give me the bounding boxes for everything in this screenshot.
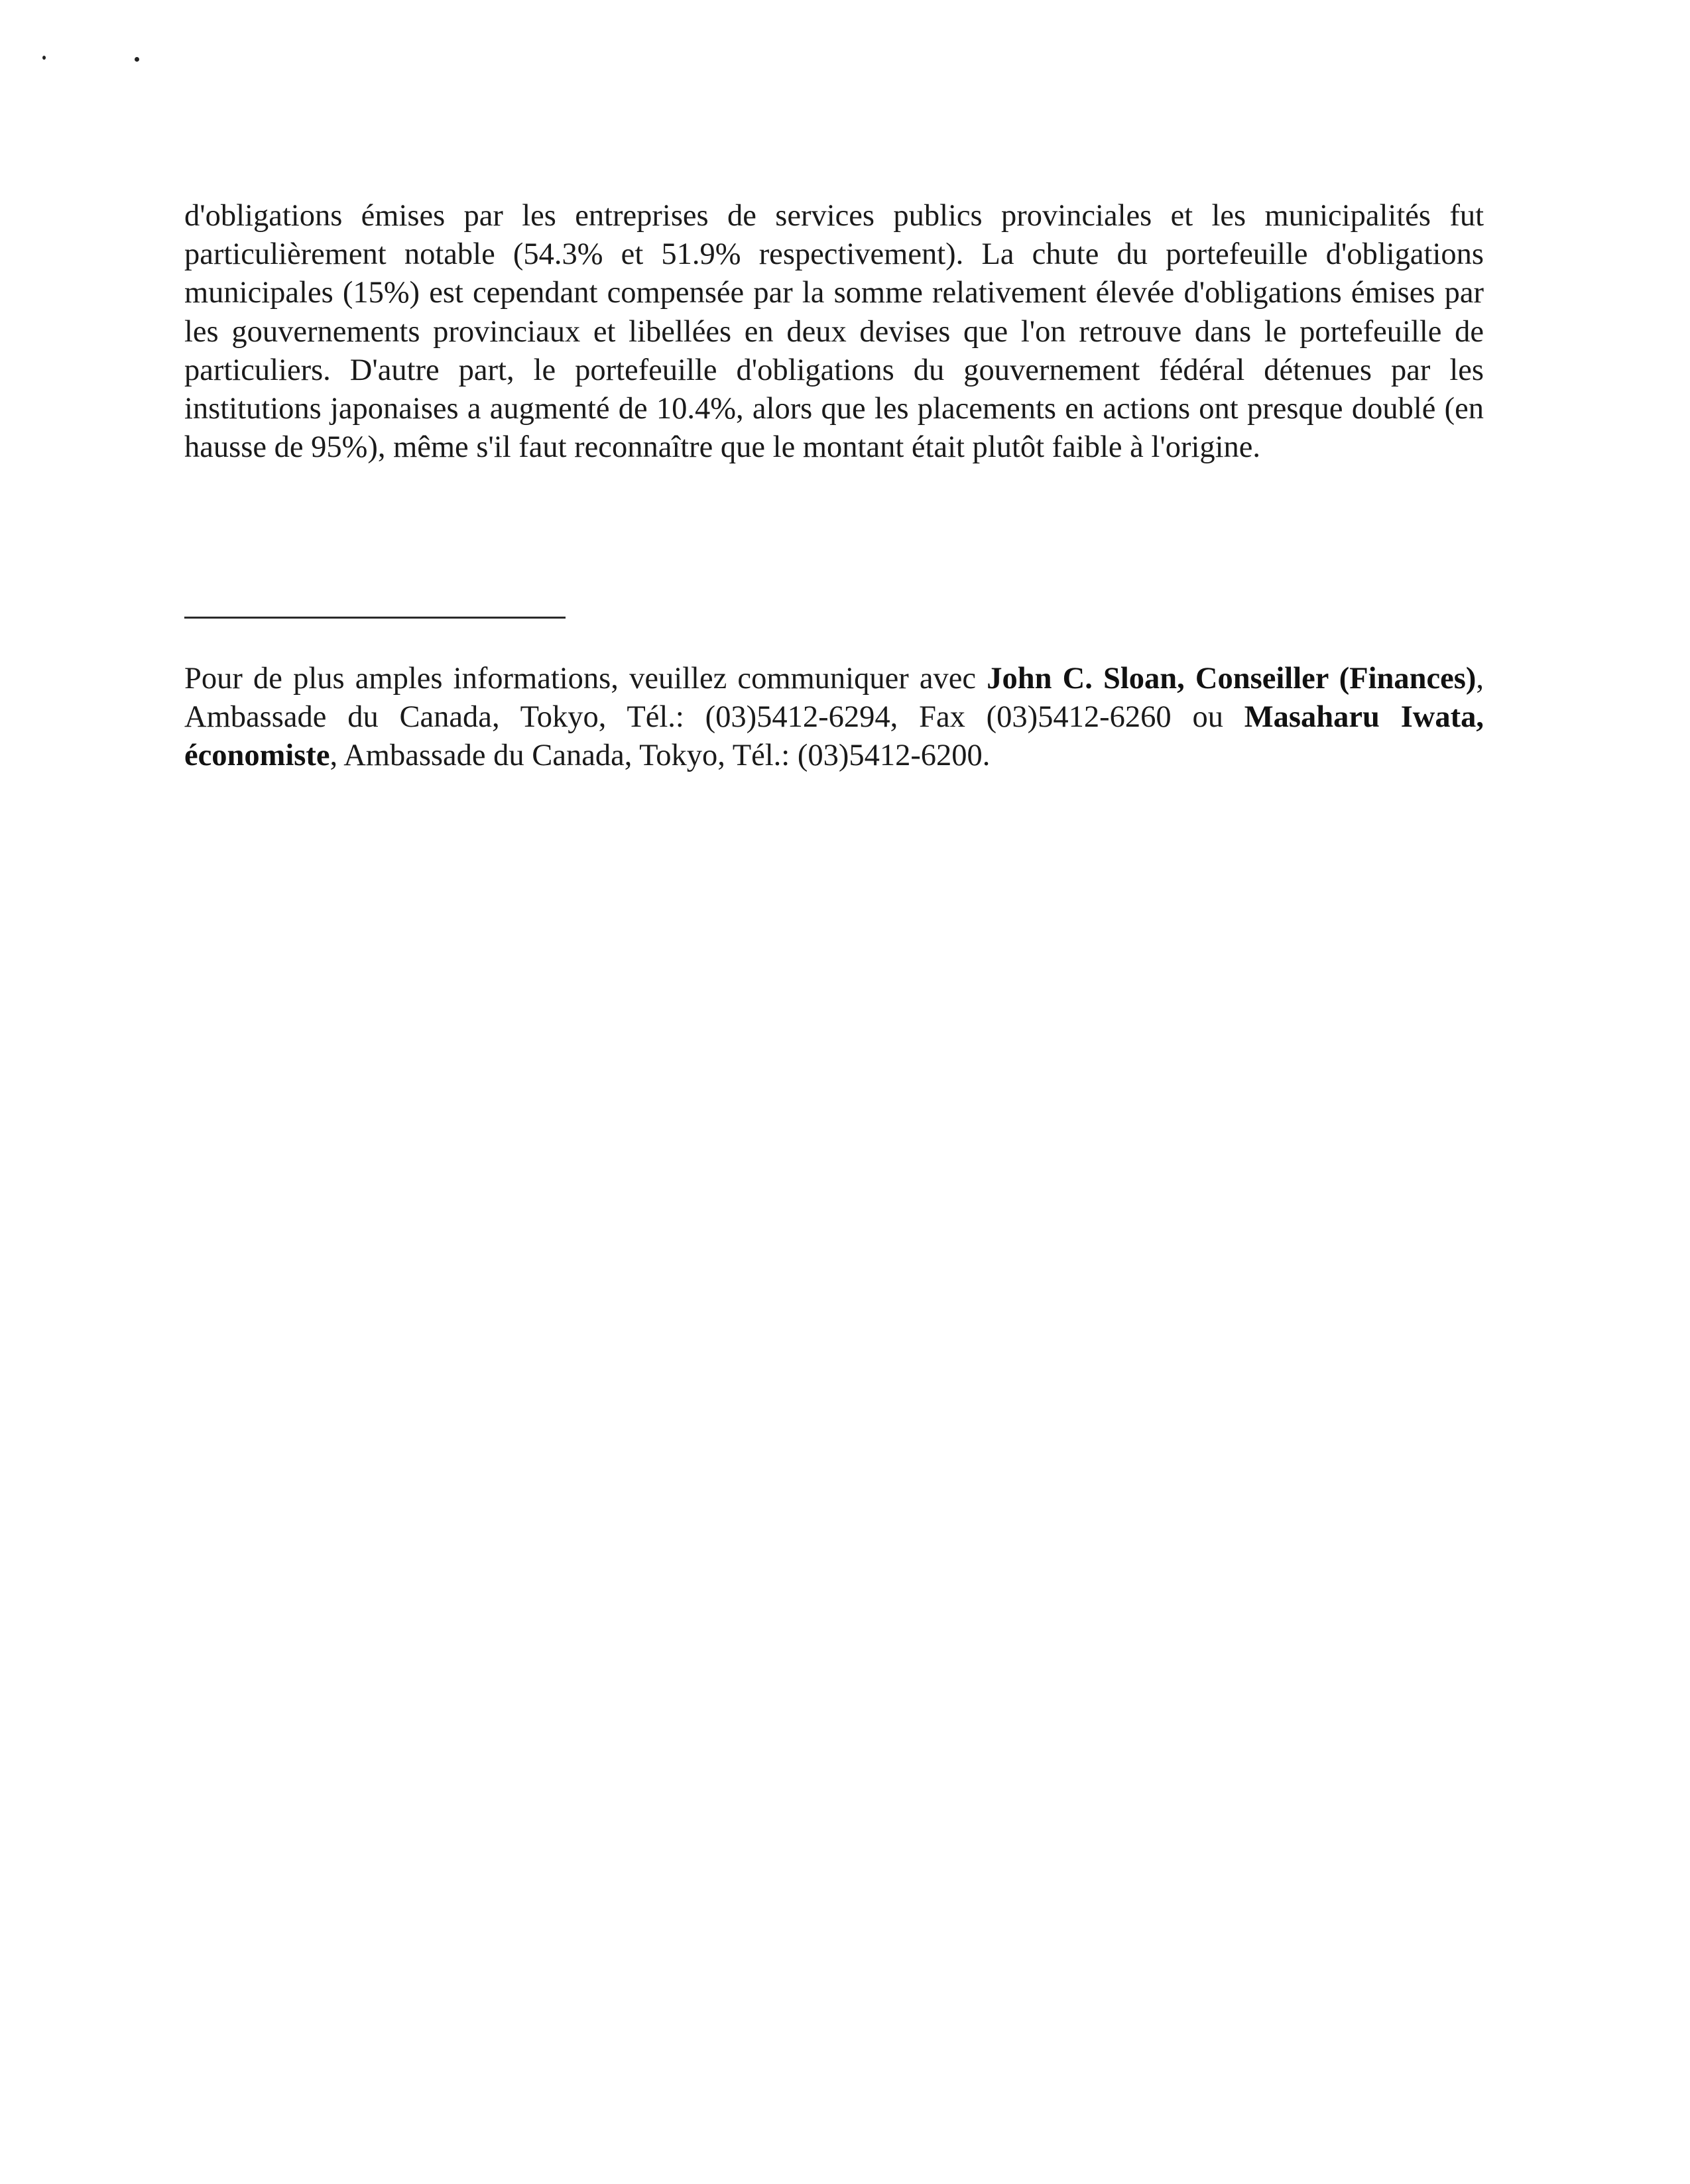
contact-person-sloan: John C. Sloan, Conseiller (Finances) [987, 662, 1477, 696]
scan-speck [135, 57, 139, 62]
contact-details-sloan: , Ambassade du Canada, Tokyo, Tél.: (03)5412-6294, Fax (03)5412-6260 ou [184, 662, 1484, 735]
contact-paragraph [184, 660, 1484, 776]
contact-details-iwata: , Ambassade du Canada, Tokyo, Tél.: (03)5412-6200. [330, 739, 991, 773]
contact-intro: Pour de plus amples informations, veuillez communiquer avec [184, 662, 987, 696]
footnote-divider [184, 617, 566, 619]
contact-person-iwata: Masaharu Iwata, économiste [184, 700, 1484, 773]
body-paragraph: d'obligations émises par les entreprises de services publics provinciales et les municipalités fut particulièrement notable (54.3% et 51.9% respectivement). La chute du portefeuille d'obligations municipales (15%) est cependant compensée par la somme relativement élevée d'obligations émises par les gouvernements provinciaux et libellées en deux devises que l'on retrouve dans le portefeuille de particuliers. D'autre part, le portefeuille d'obligations du gouvernement fédéral détenues par les institutions japonaises a augmenté de 10.4%, alors que les placements en actions ont presque doublé (en hausse de 95%), même s'il faut reconnaître que le montant était plutôt faible à l'origine. [184, 199, 1484, 465]
scan-speck [42, 56, 46, 60]
